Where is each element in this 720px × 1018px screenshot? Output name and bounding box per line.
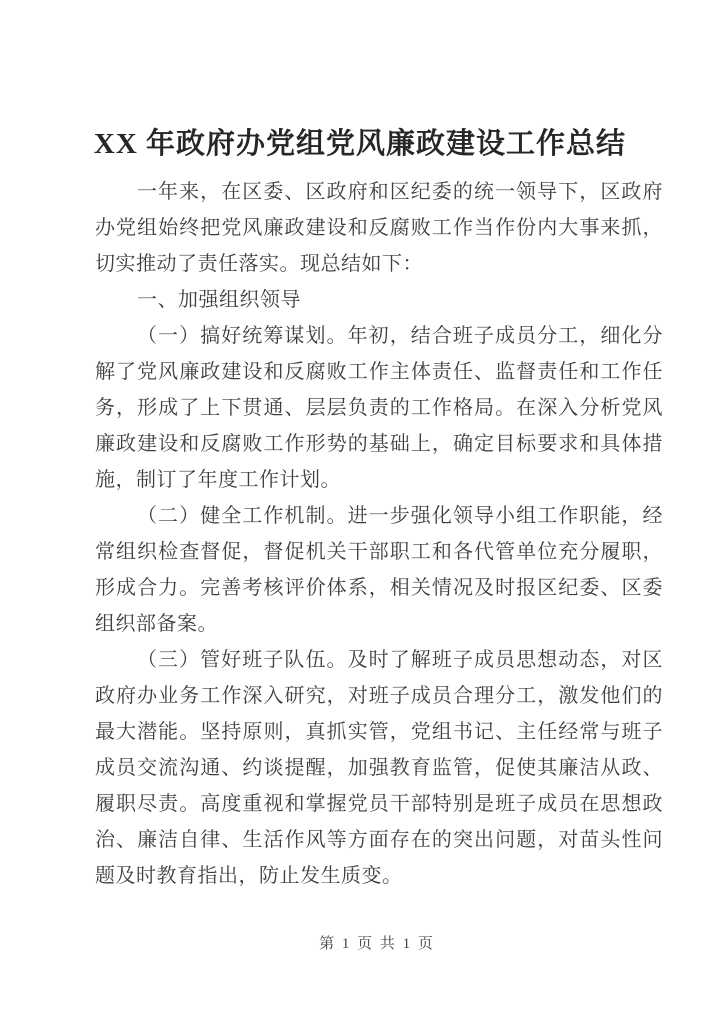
paragraph-item-3: （三）管好班子队伍。及时了解班子成员思想动态，对区政府办业务工作深入研究，对班子成员合理分工，激发他们的最大潜能。坚持原则，真抓实管，党组书记、主任经常与班子成员交流沟通、约谈提醒，加强教育监管，促使其廉洁从政、履职尽责。高度重视和掌握党员干部特别是班子成员在思想政治、廉洁自律、生活作风等方面存在的突出问题，对苗头性问题及时教育指出，防止发生质变。 xyxy=(95,649,663,887)
paragraph-item-2: （二）健全工作机制。进一步强化领导小组工作职能，经常组织检查督促，督促机关干部职工和各代管单位充分履职，形成合力。完善考核评价体系，相关情况及时报区纪委、区委组织部备案。 xyxy=(95,505,663,635)
page-number-footer: 第 1 页 共 1 页 xyxy=(319,936,435,952)
paragraph-intro: 一年来，在区委、区政府和区纪委的统一领导下，区政府办党组始终把党风廉政建设和反腐败工作当作份内大事来抓，切实推动了责任落实。现总结如下： xyxy=(95,181,663,275)
section-heading: 一、加强组织领导 xyxy=(137,289,301,311)
document-title: XX 年政府办党组党风廉政建设工作总结 xyxy=(93,128,627,160)
document-body xyxy=(0,174,720,894)
paragraph-item-1: （一）搞好统筹谋划。年初，结合班子成员分工，细化分解了党风廉政建设和反腐败工作主体责任、监督责任和工作任务，形成了上下贯通、层层负责的工作格局。在深入分析党风廉政建设和反腐败工作形势的基础上，确定目标要求和具体措施，制订了年度工作计划。 xyxy=(95,325,663,491)
